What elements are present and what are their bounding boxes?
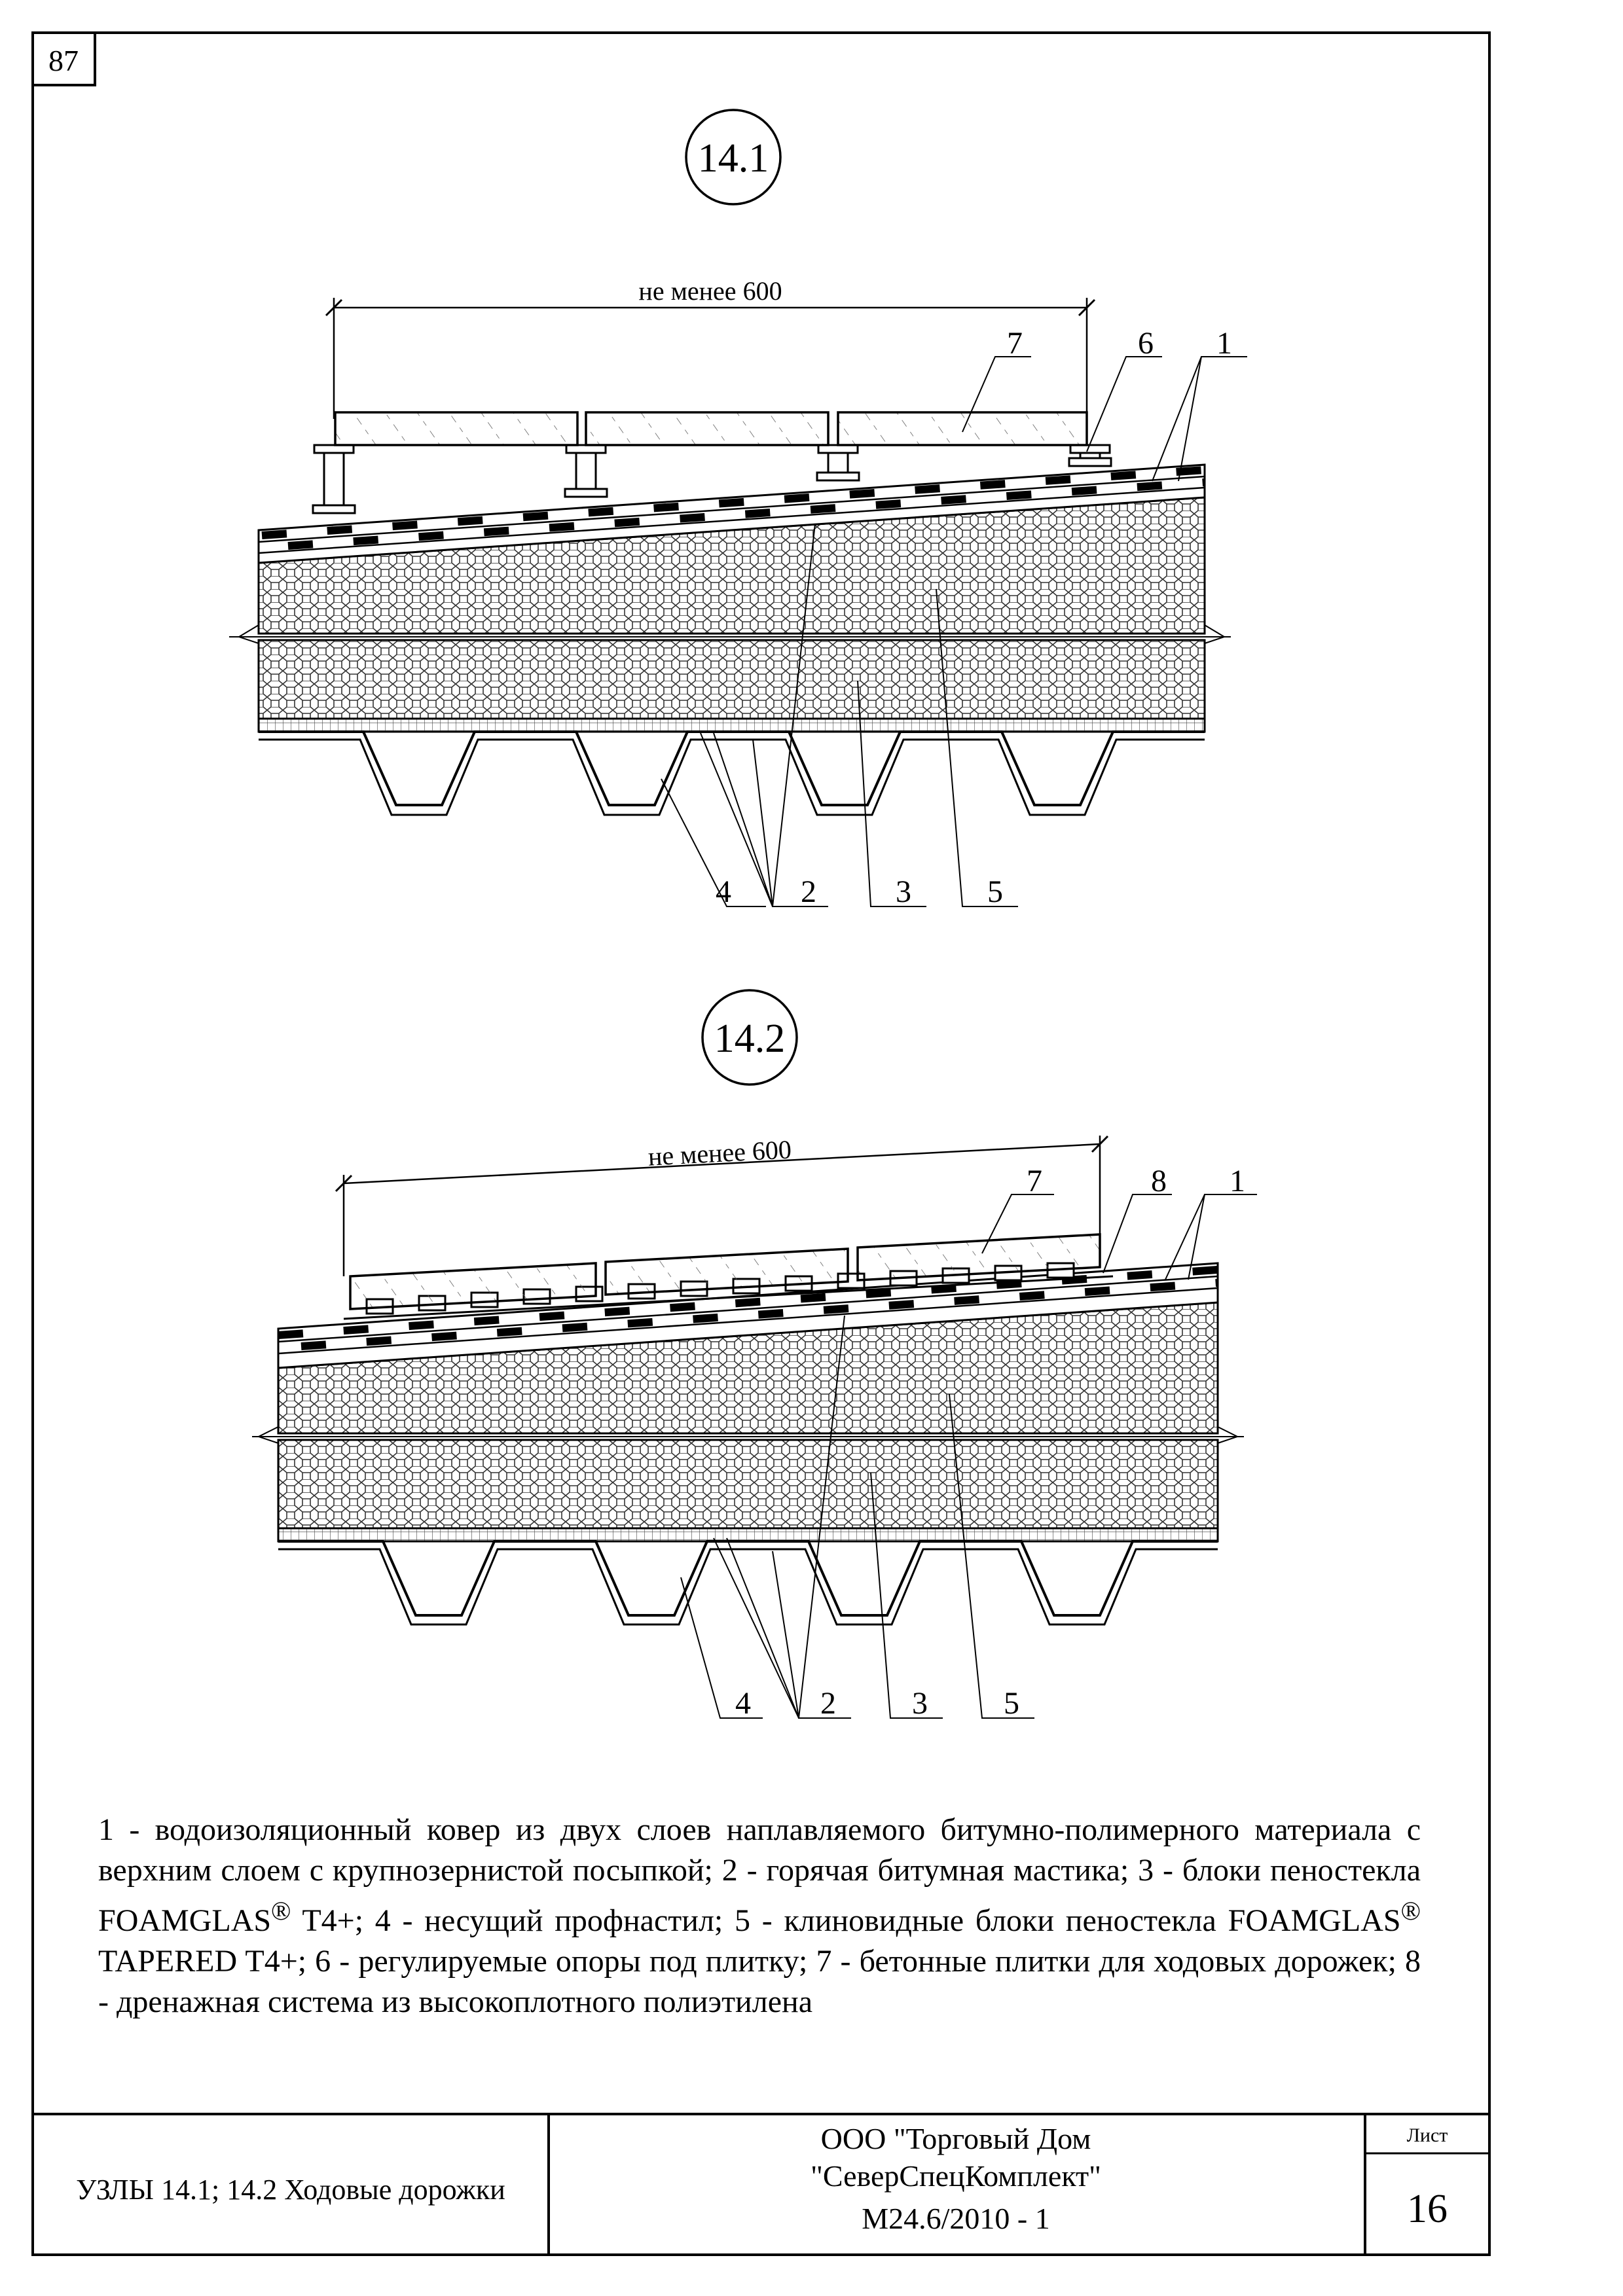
callout-5: 5 <box>987 874 1003 909</box>
callout-7: 7 <box>1007 326 1023 361</box>
company-line-2: "СеверСпецКомплект" <box>811 2159 1101 2193</box>
foamglas-t4-layer <box>259 640 1205 719</box>
callout-6: 6 <box>1138 326 1154 361</box>
document-code: М24.6/2010 - 1 <box>862 2202 1050 2235</box>
detail-14-1 <box>229 110 1247 909</box>
foamglas-t4-layer <box>278 1440 1218 1528</box>
registered-mark: ® <box>271 1896 291 1926</box>
callout-1: 1 <box>1230 1164 1245 1198</box>
title-block-title: УЗЛЫ 14.1; 14.2 Ходовые дорожки <box>76 2174 505 2206</box>
legend-part-3: TAPERED T4+; 6 - регулируемые опоры под плитку; 7 - бетонные плитки для ходовых дорожек; 8 - дренажная система из высокоплотного полиэтилена <box>98 1944 1421 2019</box>
detail-14-2 <box>252 990 1257 1721</box>
registered-mark: ® <box>1400 1896 1421 1926</box>
steel-deck-14-1 <box>259 732 1205 805</box>
sheet-number: 16 <box>1407 2187 1448 2231</box>
callout-1: 1 <box>1216 326 1232 361</box>
sheet-label: Лист <box>1406 2125 1448 2146</box>
title-block <box>33 2114 1489 2255</box>
concrete-tile <box>350 1263 596 1309</box>
callout-3: 3 <box>912 1686 928 1721</box>
legend-text <box>98 1810 1421 2022</box>
callout-5: 5 <box>1004 1686 1019 1721</box>
callout-4: 4 <box>735 1686 751 1721</box>
dimension-label-14-2: не менее 600 <box>647 1134 792 1172</box>
legend-part-1: 1 - водоизоляционный ковер из двух слоев наплавляемого битумно-полимерного материала с верхним слоем с крупнозернистой посыпкой; 2 - горячая битумная мастика; 3 - блоки пеностекла FOAMGLAS <box>98 1812 1421 1938</box>
detail-id-14-1: 14.1 <box>697 136 769 181</box>
callout-8: 8 <box>1151 1164 1167 1198</box>
concrete-tile <box>335 412 577 445</box>
dimension-label-14-1: не менее 600 <box>638 276 782 306</box>
page-number: 87 <box>48 44 79 77</box>
legend-part-2: T4+; 4 - несущий профнастил; 5 - клиновидные блоки пеностекла FOAMGLAS <box>291 1903 1401 1938</box>
concrete-tile <box>586 412 828 445</box>
callout-2: 2 <box>801 874 816 909</box>
callout-7: 7 <box>1027 1164 1042 1198</box>
concrete-tile <box>838 412 1087 445</box>
callout-3: 3 <box>896 874 911 909</box>
steel-deck-14-2 <box>278 1541 1218 1615</box>
company-line-1: ООО "Торговый Дом <box>820 2122 1091 2155</box>
callout-2: 2 <box>820 1686 836 1721</box>
callout-4: 4 <box>716 874 731 909</box>
detail-id-14-2: 14.2 <box>714 1016 786 1061</box>
